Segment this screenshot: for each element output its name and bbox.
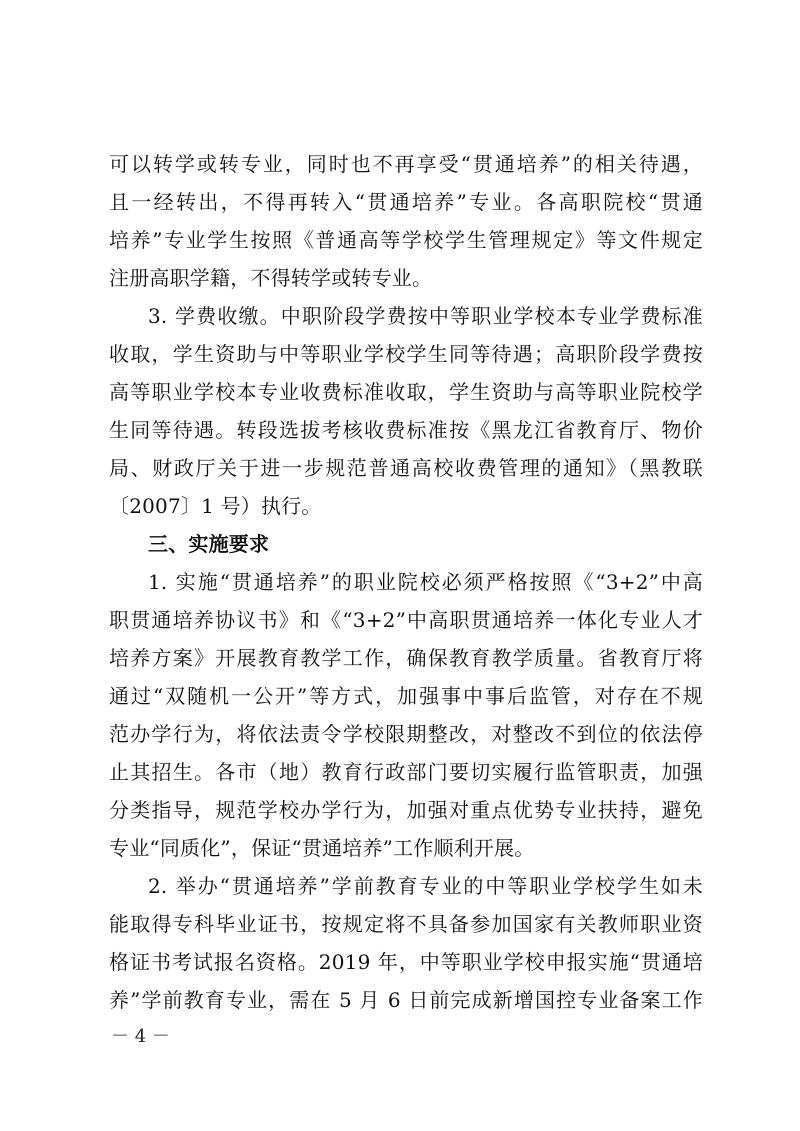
text-line: 〔2007〕1 号）执行。 bbox=[109, 494, 322, 518]
text-line: 收取，学生资助与中等职业学校学生同等待遇；高职阶段学费按 bbox=[109, 342, 703, 366]
text-line: 止其招生。各市（地）教育行政部门要切实履行监管职责，加强 bbox=[109, 760, 703, 784]
text-line: 2. 举办“贯通培养”学前教育专业的中等职业学校学生如未 bbox=[148, 874, 703, 898]
text-line: 格证书考试报名资格。2019 年，中等职业学校申报实施“贯通培 bbox=[109, 950, 703, 974]
text-line: 能取得专科毕业证书，按规定将不具备参加国家有关教师职业资 bbox=[109, 912, 703, 936]
text-line: 可以转学或转专业，同时也不再享受“贯通培养”的相关待遇， bbox=[109, 152, 703, 176]
page-number: － 4 － bbox=[111, 1026, 170, 1047]
text-line: 生同等待遇。转段选拔考核收费标准按《黑龙江省教育厅、物价 bbox=[109, 418, 703, 442]
text-line: 培养方案》开展教育教学工作，确保教育教学质量。省教育厅将 bbox=[109, 646, 703, 670]
text-line: 3. 学费收缴。中职阶段学费按中等职业学校本专业学费标准 bbox=[148, 304, 703, 328]
text-line: 1. 实施“贯通培养”的职业院校必须严格按照《“3+2”中高 bbox=[148, 570, 703, 594]
text-line: 高等职业学校本专业收费标准收取，学生资助与高等职业院校学 bbox=[109, 380, 703, 404]
text-line: 且一经转出，不得再转入“贯通培养”专业。各高职院校“贯通 bbox=[109, 190, 703, 214]
text-line: 通过“双随机一公开”等方式，加强事中事后监管，对存在不规 bbox=[109, 684, 703, 708]
section-heading: 三、实施要求 bbox=[148, 532, 270, 556]
text-line: 注册高职学籍，不得转学或转专业。 bbox=[109, 266, 433, 290]
text-line: 培养”专业学生按照《普通高等学校学生管理规定》等文件规定 bbox=[109, 228, 703, 252]
text-line: 局、财政厅关于进一步规范普通高校收费管理的通知》（黑教联 bbox=[109, 456, 703, 480]
text-line: 专业“同质化”，保证“贯通培养”工作顺利开展。 bbox=[109, 836, 535, 860]
text-line: 养”学前教育专业，需在 5 月 6 日前完成新增国控专业备案工作 bbox=[109, 988, 703, 1012]
text-line: 范办学行为，将依法责令学校限期整改，对整改不到位的依法停 bbox=[109, 722, 703, 746]
text-line: 分类指导，规范学校办学行为，加强对重点优势专业扶持，避免 bbox=[109, 798, 703, 822]
text-line: 职贯通培养协议书》和《“3+2”中高职贯通培养一体化专业人才 bbox=[109, 608, 703, 632]
